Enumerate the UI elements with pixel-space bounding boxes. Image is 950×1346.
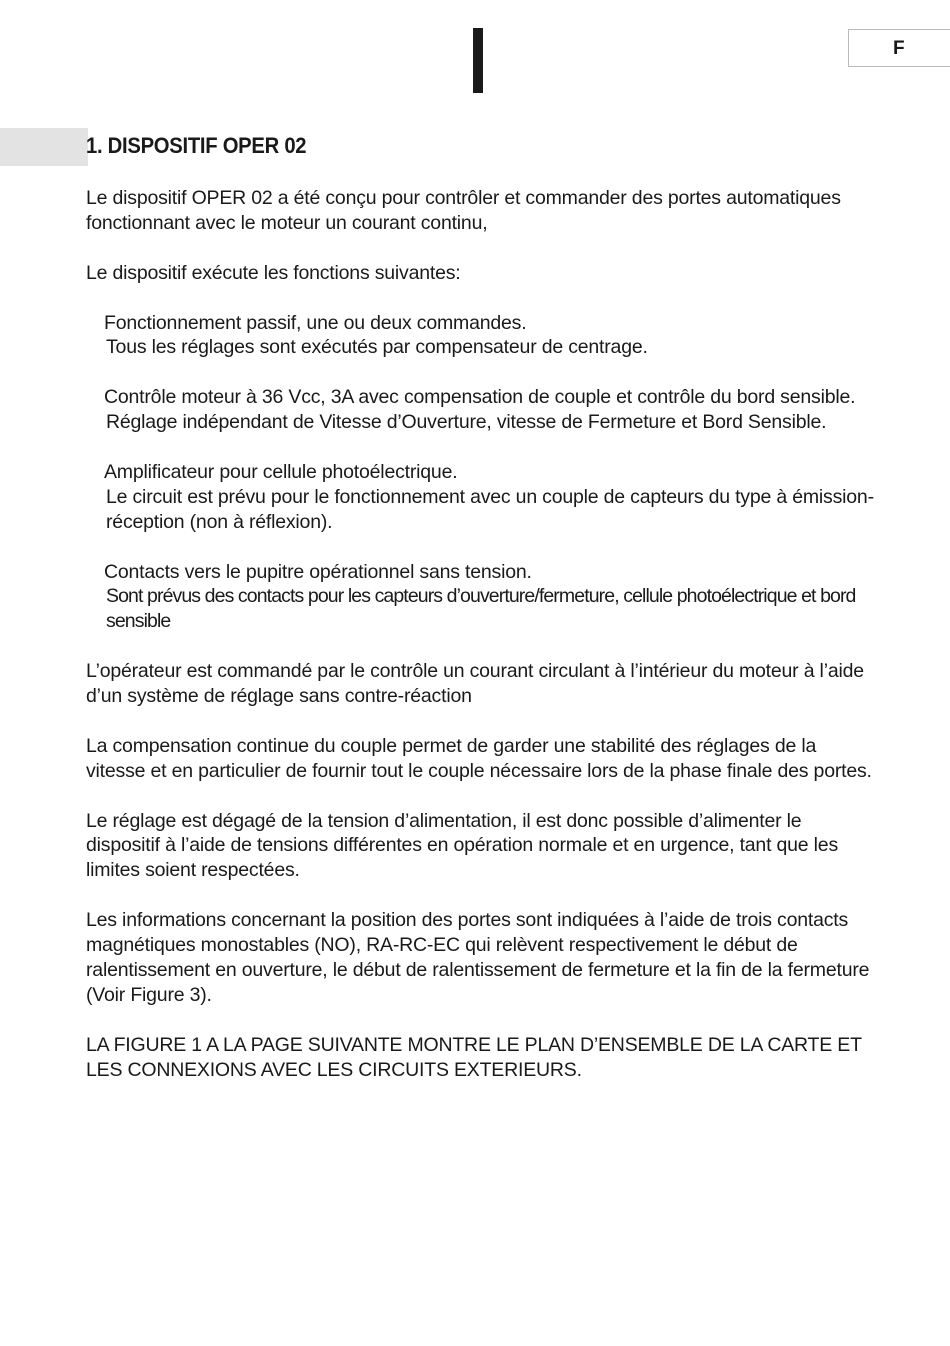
body-paragraph: Les informations concernant la position des portes sont indiquées à l’aide de trois contacts magnétiques monostables (NO), RA-RC-EC qui relèvent respectivement le début de ralentissement en ouverture, le début de ralentissement de fermeture et la fin de la fermeture (Voir Figure 3). (86, 909, 870, 1006)
heading-accent-band (0, 128, 88, 166)
function-item (86, 560, 876, 635)
chapter-marker-bar (473, 28, 483, 93)
intro-paragraph: Le dispositif OPER 02 a été conçu pour contrôler et commander des portes automatiques fonctionnant avec le moteur un courant continu, (86, 187, 841, 234)
function-item (86, 460, 876, 535)
body-paragraph: Le réglage est dégagé de la tension d’alimentation, il est donc possible d’alimenter le dispositif à l’aide de tensions différentes en opération normale et en urgence, tant que les limites soient respectées. (86, 809, 838, 882)
function-item (86, 385, 876, 435)
section-title: 1. DISPOSITIF OPER 02 (86, 133, 307, 158)
function-description: Sont prévus des contacts pour les capteurs d’ouverture/fermeture, cellule photoélectrique et bord sensible (106, 585, 856, 633)
section-body (86, 186, 876, 1107)
function-title: Contrôle moteur à 36 Vcc, 3A avec compensation de couple et contrôle du bord sensible. (104, 386, 856, 409)
function-description: Le circuit est prévu pour le fonctionnement avec un couple de capteurs du type à émission-réception (non à réflexion). (106, 485, 874, 533)
function-item (86, 311, 876, 361)
language-tab: F (848, 29, 950, 67)
functions-lead: Le dispositif exécute les fonctions suivantes: (86, 261, 461, 284)
function-title: Contacts vers le pupitre opérationnel sans tension. (104, 560, 532, 583)
body-paragraph: L’opérateur est commandé par le contrôle un courant circulant à l’intérieur du moteur à l’aide d’un système de réglage sans contre-réaction (86, 660, 864, 708)
function-title: Fonctionnement passif, une ou deux commandes. (104, 311, 527, 334)
body-paragraph: La compensation continue du couple permet de garder une stabilité des réglages de la vitesse et en particulier de fournir tout le couple nécessaire lors de la phase finale des portes. (86, 734, 872, 782)
figure-reference-note: LA FIGURE 1 A LA PAGE SUIVANTE MONTRE LE PLAN D’ENSEMBLE DE LA CARTE ET LES CONNEXIONS AVEC LES CIRCUITS EXTERIEURS. (86, 1033, 862, 1081)
function-title: Amplificateur pour cellule photoélectrique. (104, 460, 458, 483)
function-description: Tous les réglages sont exécutés par compensateur de centrage. (106, 336, 648, 359)
function-description: Réglage indépendant de Vitesse d’Ouverture, vitesse de Fermeture et Bord Sensible. (106, 411, 827, 434)
